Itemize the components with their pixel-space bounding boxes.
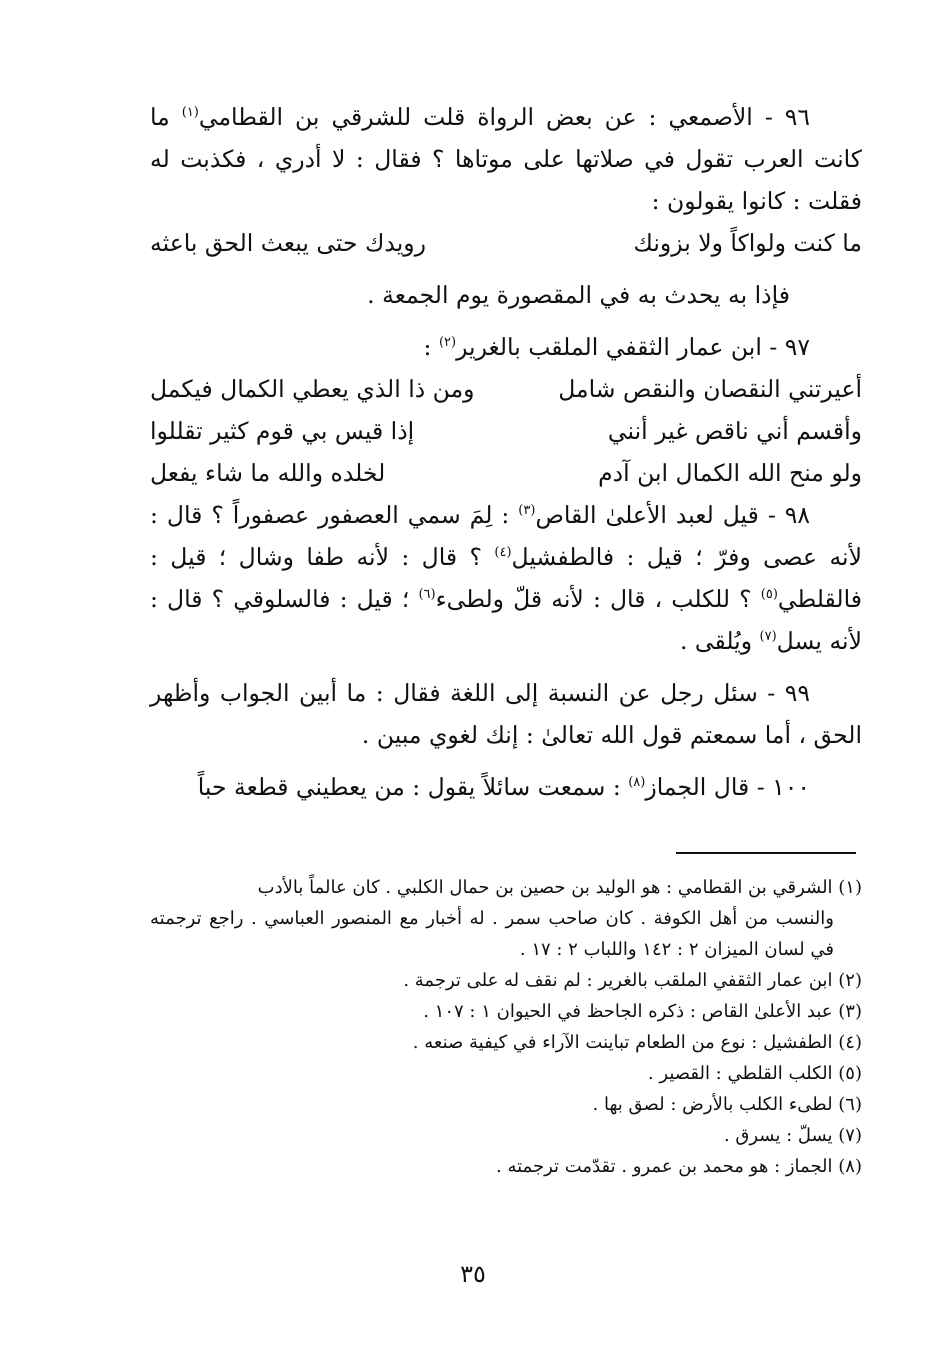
entry-98-part2: : لِمَ سمي العصفور عصفوراً ؟ قال : لأنه عصى وفرّ ؛ قيل : فالطفشيل [150,501,862,571]
entry-100 [150,766,862,808]
entry-97-title: ٩٧ - ابن عمار الثقفي الملقب بالغرير [456,333,810,361]
verse-97-3 [150,452,862,494]
footnote-ref-7: (٧) [759,629,777,645]
entry-96-line1: ٩٦ - الأصمعي : عن بعض الرواة قلت للشرقي بن القطامي [198,103,810,131]
verse-97-2-second: إذا قيس بي قوم كثير تقللوا [150,417,415,445]
verse-97-3-first: ولو منح الله الكمال ابن آدم [598,459,862,487]
entry-96 [150,96,862,222]
main-text [150,96,862,808]
verse-96 [150,222,862,264]
page-number: ٣٥ [460,1260,486,1288]
entry-97-head [150,326,862,368]
entry-100-part1: ١٠٠ - قال الجماز [645,773,810,801]
footnote-ref-1: (١) [181,105,199,121]
verse-96-first-hemistich: ما كنت ولواكاً ولا بزونك [633,229,862,257]
entry-98-part5: ؛ قيل : فالسلوقي ؟ قال : لأنه يسل [150,585,862,655]
footnote-4: (٤) الطفشيل : نوع من الطعام تباينت الآراء في كيفية صنعه . [412,1032,862,1053]
footnote-6: (٦) لطىء الكلب بالأرض : لصق بها . [592,1094,862,1115]
entry-98 [150,494,862,662]
footnote-ref-5: (٥) [760,587,778,603]
entry-98-part4: ؟ للكلب ، قال : لأنه قلّ ولطىء [435,585,761,613]
verse-97-1 [150,368,862,410]
entry-96-line2: ما كانت العرب تقول في صلاتها على موتاها ؟ فقال : لا أدري ، فكذبت له فقلت : كانوا يقولون : [150,103,862,215]
footnote-separator [676,852,856,854]
footnote-1 [150,872,862,965]
footnote-ref-6: (٦) [418,587,436,603]
footnote-ref-4: (٤) [494,545,512,561]
footnote-3: (٣) عبد الأعلىٰ القاص : ذكره الجاحظ في الحيوان ١ : ١٠٧ . [423,1001,862,1022]
footnote-7: (٧) يسلّ : يسرق . [723,1125,862,1146]
verse-97-2-first: وأقسم أني ناقص غير أنني [607,417,862,445]
footnote-2: (٢) ابن عمار الثقفي الملقب بالغرير : لم نقف له على ترجمة . [403,970,862,991]
verse-96-second-hemistich: رويدك حتى يبعث الحق باعثه [150,229,426,257]
footnote-5: (٥) الكلب القلطي : القصير . [647,1063,862,1084]
verse-97-1-first: أعيرتني النقصان والنقص شامل [558,375,862,403]
entry-99: ٩٩ - سئل رجل عن النسبة إلى اللغة فقال : ما أبين الجواب وأظهر الحق ، أما سمعتم قول الله تعالىٰ : إنك لغوي مبين . [150,679,862,749]
footnote-ref-8: (٨) [628,775,646,791]
footnote-1-continuation: والنسب من أهل الكوفة . كان صاحب سمر . له أخبار مع المنصور العباسي . راجع ترجمته في لسان الميزان ٢ : ١٤٢ واللباب ٢ : ١٧ . [150,908,834,960]
verse-97-3-second: لخلده والله ما شاء يفعل [150,459,386,487]
footnote-1-line1: (١) الشرقي بن القطامي : هو الوليد بن حصين بن حمال الكلبي . كان عالماً بالأدب [257,877,862,898]
entry-98-part1: ٩٨ - قيل لعبد الأعلىٰ القاص [535,501,810,529]
footnote-ref-3: (٣) [518,503,536,519]
footnotes [150,872,862,1182]
footnote-8: (٨) الجماز : هو محمد بن عمرو . تقدّمت ترجمته . [496,1156,862,1177]
entry-96-after: فإذا به يحدث به في المقصورة يوم الجمعة . [367,281,790,309]
entry-97-colon: : [423,333,439,361]
entry-100-part2: : سمعت سائلاً يقول : من يعطيني قطعة حباً [197,773,629,801]
verse-97-1-second: ومن ذا الذي يعطي الكمال فيكمل [150,375,475,403]
verse-97-2 [150,410,862,452]
entry-98-part6: ويُلقى . [679,627,760,655]
footnote-ref-2: (٢) [438,335,457,351]
entry-98-part3: ؟ قال : لأنه طفا وشال ؛ قيل : فالقلطي [150,543,862,613]
